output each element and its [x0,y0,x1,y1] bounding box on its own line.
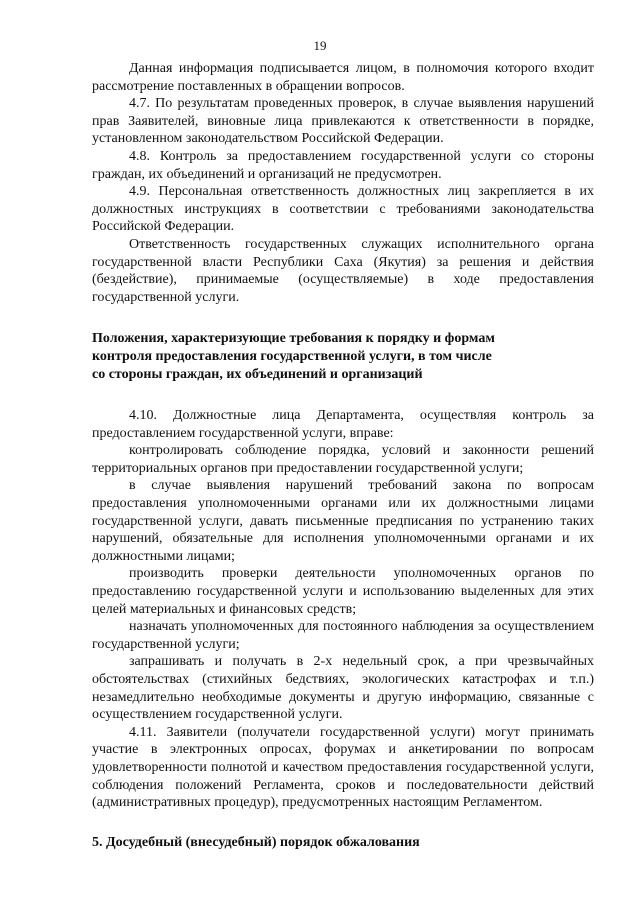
section-heading-control-requirements [92,330,594,383]
paragraph-4-11: 4.11. Заявители (получатели государственной услуги) могут принимать участие в электронных опросах, форумах и анкетировании по вопросам удовлетворенности полнотой и качеством предоставления государственной услуги, соблюдения положений Регламента, сроков и последовательности действий (административных процедур), предусмотренных настоящим Регламентом. [92,724,594,811]
paragraph-control-compliance: контролировать соблюдение порядка, условий и законности решений территориальных органов при предоставлении государственной услуги; [92,443,594,476]
paragraph-inspections: производить проверки деятельности уполномоченных органов по предоставлению государственной услуги и использованию выделенных для этих целей материальных и финансовых средств; [92,566,594,617]
paragraph-request-documents: запрашивать и получать в 2-х недельный срок, а при чрезвычайных обстоятельствах (стихийных бедствиях, экологических катастрофах и т.п.) незамедлительно необходимые документы и другую информацию, связанные с осуществлением государственной услуги. [92,654,594,723]
paragraph-info-signature: Данная информация подписывается лицом, в полномочия которого входит рассмотрение поставленных в обращении вопросов. [92,61,594,94]
page-content [92,60,594,851]
paragraph-4-8: 4.8. Контроль за предоставлением государственной услуги со стороны граждан, их объединений и организаций не предусмотрен. [92,148,594,182]
section-heading-pretrial-appeal: 5. Досудебный (внесудебный) порядок обжалования [92,834,420,850]
paragraph-4-7: 4.7. По результатам проведенных проверок, в случае выявления нарушений прав Заявителей, виновные лица привлекаются к ответственности в порядке, установленном законодательством Российской Федерации. [92,96,594,147]
paragraph-4-10: 4.10. Должностные лица Департамента, осуществляя контроль за предоставлением государственной услуги, вправе: [92,408,594,441]
heading-line-3: со стороны граждан, их объединений и организаций [92,366,423,382]
paragraph-4-9: 4.9. Персональная ответственность должностных лиц закрепляется в их должностных инструкциях в соответствии с требованиями законодательства Российской Федерации. [92,184,594,235]
paragraph-appoint-observers: назначать уполномоченных для постоянного наблюдения за осуществлением государственной услуги; [92,619,594,652]
paragraph-responsibility: Ответственность государственных служащих исполнительного органа государственной власти Республики Саха (Якутия) за решения и действия (бездействие), принимаемые (осуществляемые) в ходе предоставления государственной услуги. [92,236,594,305]
paragraph-violation-orders: в случае выявления нарушений требований закона по вопросам предоставления уполномоченными органами или их должностными лицами государственной услуги, давать письменные предписания по устранению таких нарушений, обязательные для исполнения уполномоченными органами и их должностными лицами; [92,478,594,564]
heading-line-2: контроля предоставления государственной услуги, в том числе [92,348,492,364]
heading-line-1: Положения, характеризующие требования к порядку и формам [92,331,495,347]
page-number: 19 [313,38,327,53]
